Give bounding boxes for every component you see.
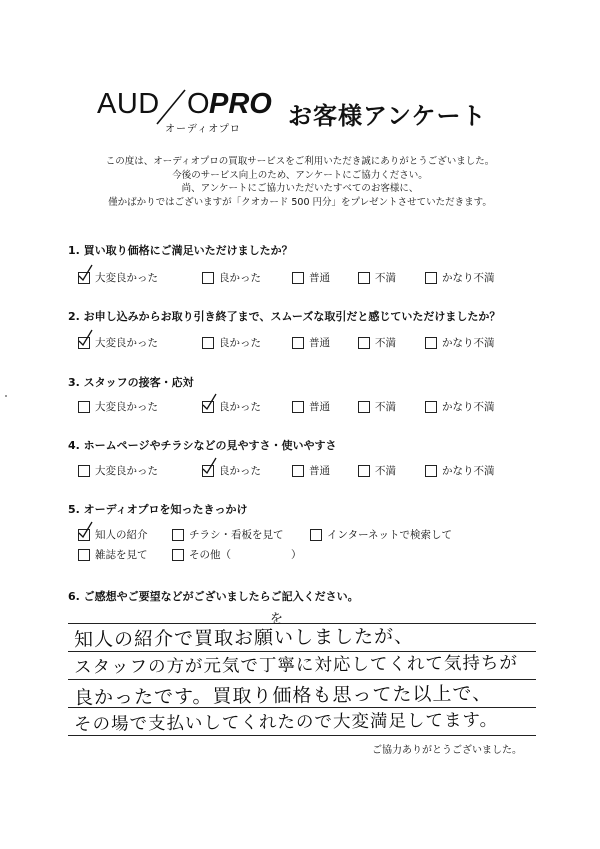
checkbox[interactable] bbox=[172, 549, 184, 561]
q1-option-2[interactable] bbox=[202, 270, 261, 285]
handwritten-comment-line: スタッフの方が元気で丁寧に対応してくれて気持ちが bbox=[73, 653, 519, 678]
option-label: 不満 bbox=[375, 401, 396, 413]
checkbox[interactable] bbox=[202, 401, 214, 413]
q2-option-1[interactable] bbox=[78, 335, 158, 350]
option-label: 良かった bbox=[219, 401, 261, 413]
option-label: 良かった bbox=[219, 337, 261, 349]
checkbox[interactable] bbox=[78, 465, 90, 477]
option-label: 良かった bbox=[219, 465, 261, 477]
checkbox[interactable] bbox=[202, 337, 214, 349]
check-mark-icon bbox=[201, 457, 217, 475]
checkbox[interactable] bbox=[358, 401, 370, 413]
checkbox[interactable] bbox=[292, 401, 304, 413]
option-label: 普通 bbox=[309, 337, 330, 349]
q3-option-1[interactable] bbox=[78, 399, 158, 414]
q2-option-5[interactable] bbox=[425, 335, 495, 350]
checkbox[interactable] bbox=[78, 529, 90, 541]
checkbox[interactable] bbox=[202, 272, 214, 284]
check-mark-icon bbox=[201, 393, 217, 411]
q5-option-5[interactable] bbox=[172, 547, 302, 562]
option-label: チラシ・看板を見て bbox=[189, 529, 284, 541]
option-label: 不満 bbox=[375, 272, 396, 284]
option-label: インターネットで検索して bbox=[327, 529, 453, 541]
q3-option-3[interactable] bbox=[292, 399, 330, 414]
checkbox[interactable] bbox=[78, 549, 90, 561]
option-label: 良かった bbox=[219, 272, 261, 284]
option-label: 大変良かった bbox=[95, 337, 158, 349]
q1-option-1[interactable] bbox=[78, 270, 158, 285]
q5-option-2[interactable] bbox=[172, 527, 284, 542]
checkbox[interactable] bbox=[425, 465, 437, 477]
q4-option-5[interactable] bbox=[425, 463, 495, 478]
q3-option-5[interactable] bbox=[425, 399, 495, 414]
question-3-label: 3. スタッフの接客・応対 bbox=[68, 376, 194, 389]
checkbox[interactable] bbox=[292, 465, 304, 477]
logo-kana-text: オーディオプロ bbox=[165, 124, 241, 135]
q2-option-2[interactable] bbox=[202, 335, 261, 350]
intro-line: 尚、アンケートにご協力いただいたすべてのお客様に、 bbox=[181, 183, 419, 194]
intro-line: 今後のサービス向上のため、アンケートにご協力ください。 bbox=[172, 169, 428, 181]
logo-pro-text: PRO bbox=[209, 88, 272, 120]
option-label: かなり不満 bbox=[442, 465, 495, 477]
checkbox[interactable] bbox=[78, 401, 90, 413]
audio-pro-logo bbox=[97, 88, 275, 136]
q5-option-1[interactable] bbox=[78, 527, 148, 542]
option-label: その他（ bbox=[189, 549, 231, 561]
checkbox[interactable] bbox=[292, 337, 304, 349]
intro-text bbox=[0, 155, 600, 209]
question-2-label: 2. お申し込みからお取り引き終了まで、スムーズな取引だと感じていただけましたか？ bbox=[68, 310, 501, 323]
handwritten-comment-line: 良かったです。買取り価格も思ってた以上で、 bbox=[73, 682, 493, 709]
option-label: かなり不満 bbox=[442, 272, 495, 284]
q2-option-4[interactable] bbox=[358, 335, 396, 350]
option-label: 大変良かった bbox=[95, 401, 158, 413]
option-label: 不満 bbox=[375, 465, 396, 477]
q1-option-5[interactable] bbox=[425, 270, 495, 285]
checkbox[interactable] bbox=[425, 272, 437, 284]
option-label: 普通 bbox=[309, 272, 330, 284]
handwritten-comment-line: その場で支払いしてくれたので大変満足してます。 bbox=[73, 710, 499, 735]
q4-option-3[interactable] bbox=[292, 463, 330, 478]
other-close-paren: ） bbox=[291, 549, 302, 561]
checkbox[interactable] bbox=[425, 401, 437, 413]
question-6-label: 6. ご感想やご要望などがございましたらご記入ください。 bbox=[68, 590, 359, 603]
option-label: かなり不満 bbox=[442, 401, 495, 413]
q4-option-2[interactable] bbox=[202, 463, 261, 478]
option-label: 大変良かった bbox=[95, 465, 158, 477]
checkbox[interactable] bbox=[78, 337, 90, 349]
option-label: 不満 bbox=[375, 337, 396, 349]
checkbox[interactable] bbox=[310, 529, 322, 541]
intro-line: この度は、オーディオプロの買取サービスをご利用いただき誠にありがとうございました。 bbox=[105, 156, 495, 167]
option-label: 雑誌を見て bbox=[95, 549, 148, 561]
q1-option-3[interactable] bbox=[292, 270, 330, 285]
survey-title: お客様アンケート bbox=[288, 102, 487, 130]
q2-option-3[interactable] bbox=[292, 335, 330, 350]
checkbox[interactable] bbox=[172, 529, 184, 541]
q3-option-4[interactable] bbox=[358, 399, 396, 414]
q4-option-1[interactable] bbox=[78, 463, 158, 478]
q5-option-4[interactable] bbox=[78, 547, 148, 562]
closing-text: ご協力ありがとうございました。 bbox=[372, 745, 522, 756]
option-label: かなり不満 bbox=[442, 337, 495, 349]
check-mark-icon bbox=[77, 329, 93, 347]
checkbox[interactable] bbox=[292, 272, 304, 284]
option-label: 大変良かった bbox=[95, 272, 158, 284]
checkbox[interactable] bbox=[358, 465, 370, 477]
handwritten-insert: を bbox=[270, 612, 284, 627]
q4-option-4[interactable] bbox=[358, 463, 396, 478]
check-mark-icon bbox=[77, 264, 93, 282]
q5-option-3[interactable] bbox=[310, 527, 452, 542]
checkbox[interactable] bbox=[202, 465, 214, 477]
logo-o-text: O bbox=[187, 88, 210, 120]
option-label: 普通 bbox=[309, 401, 330, 413]
question-4-label: 4. ホームページやチラシなどの見やすさ・使いやすさ bbox=[68, 439, 337, 452]
option-label: 知人の紹介 bbox=[95, 529, 148, 541]
scan-speck bbox=[5, 395, 7, 397]
checkbox[interactable] bbox=[358, 272, 370, 284]
logo-audio-text: AUD bbox=[97, 88, 160, 120]
option-label: 普通 bbox=[309, 465, 330, 477]
checkbox[interactable] bbox=[78, 272, 90, 284]
checkbox[interactable] bbox=[425, 337, 437, 349]
question-5-label: 5. オーディオプロを知ったきっかけ bbox=[68, 503, 248, 516]
handwritten-comment-line: 知人の紹介で買取お願いしましたが、 bbox=[73, 625, 415, 651]
check-mark-icon bbox=[77, 521, 93, 539]
question-1-label: 1. 買い取り価格にご満足いただけましたか？ bbox=[68, 244, 293, 257]
checkbox[interactable] bbox=[358, 337, 370, 349]
q3-option-2[interactable] bbox=[202, 399, 261, 414]
intro-line: 僅かばかりではございますが「クオカード 500 円分」をプレゼントさせていただきます。 bbox=[108, 196, 492, 208]
q1-option-4[interactable] bbox=[358, 270, 396, 285]
